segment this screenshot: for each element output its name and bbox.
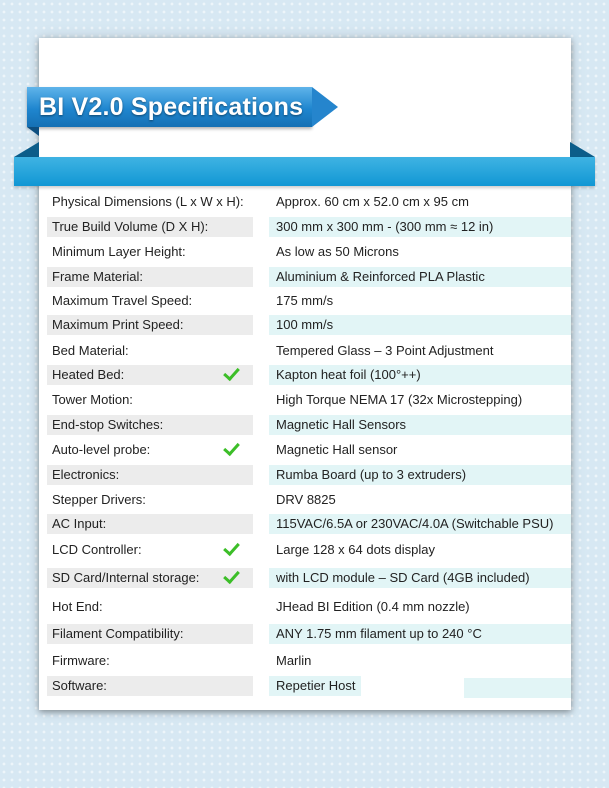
spec-value: Approx. 60 cm x 52.0 cm x 95 cm — [276, 194, 469, 209]
spec-row — [47, 313, 571, 337]
spec-row — [47, 339, 571, 363]
spec-row — [47, 512, 571, 536]
spec-value: DRV 8825 — [276, 492, 336, 507]
spec-row — [47, 413, 571, 437]
spec-value: Rumba Board (up to 3 extruders) — [269, 465, 571, 485]
stripe-fold-right — [570, 142, 595, 157]
spec-label: Tower Motion: — [52, 392, 133, 407]
spec-label: LCD Controller: — [52, 542, 142, 557]
spec-label: True Build Volume (D X H): — [47, 217, 253, 237]
title-banner-fold — [27, 127, 39, 136]
spec-row — [47, 595, 571, 619]
spec-row — [47, 488, 571, 512]
spec-value: JHead BI Edition (0.4 mm nozzle) — [276, 599, 470, 614]
spec-row — [47, 649, 571, 673]
spec-value: Repetier Host — [269, 676, 361, 696]
spec-value: 100 mm/s — [269, 315, 571, 335]
spec-label: Hot End: — [52, 599, 103, 614]
spec-label: Maximum Print Speed: — [47, 315, 253, 335]
spec-label: End-stop Switches: — [47, 415, 253, 435]
spec-value: 175 mm/s — [276, 293, 334, 308]
spec-row — [47, 289, 571, 313]
spec-label: Software: — [47, 676, 253, 696]
spec-label: Frame Material: — [47, 267, 253, 287]
spec-value: with LCD module – SD Card (4GB included) — [269, 568, 571, 588]
spec-row — [47, 566, 571, 590]
spec-label: Firmware: — [52, 653, 110, 668]
spec-row — [47, 538, 571, 562]
spec-value: High Torque NEMA 17 (32x Microstepping) — [276, 392, 523, 407]
spec-value: As low as 50 Microns — [276, 244, 399, 259]
spec-row — [47, 463, 571, 487]
spec-label: Stepper Drivers: — [52, 492, 146, 507]
spec-label: Bed Material: — [52, 343, 129, 358]
spec-row — [47, 190, 571, 214]
spec-label: Physical Dimensions (L x W x H): — [52, 194, 244, 209]
spec-label: Maximum Travel Speed: — [52, 293, 193, 308]
spec-label: Filament Compatibility: — [47, 624, 253, 644]
stripe-fold-left — [14, 142, 39, 157]
spec-row — [47, 265, 571, 289]
spec-label: Heated Bed: — [47, 365, 253, 385]
spec-row — [47, 240, 571, 264]
spec-label: Minimum Layer Height: — [52, 244, 186, 259]
spec-value: 115VAC/6.5A or 230VAC/4.0A (Switchable PSU) — [269, 514, 571, 534]
spec-label: Electronics: — [47, 465, 253, 485]
spec-label: SD Card/Internal storage: — [47, 568, 253, 588]
spec-value: Marlin — [276, 653, 312, 668]
spec-row — [47, 388, 571, 412]
spec-value: ANY 1.75 mm filament up to 240 °C — [269, 624, 571, 644]
spec-row — [47, 622, 571, 646]
spec-row — [47, 674, 571, 698]
spec-label: Auto-level probe: — [52, 442, 151, 457]
spec-value: Aluminium & Reinforced PLA Plastic — [269, 267, 571, 287]
title-banner — [27, 87, 312, 127]
spec-row — [47, 215, 571, 239]
spec-value: Magnetic Hall Sensors — [269, 415, 571, 435]
spec-row — [47, 438, 571, 462]
spec-value: Large 128 x 64 dots display — [276, 542, 435, 557]
spec-value: Magnetic Hall sensor — [276, 442, 398, 457]
spec-value: Tempered Glass – 3 Point Adjustment — [276, 343, 494, 358]
spec-label: AC Input: — [47, 514, 253, 534]
page-title: BI V2.0 Specifications — [39, 93, 304, 121]
spec-value: Kapton heat foil (100°++) — [269, 365, 571, 385]
spec-row — [47, 363, 571, 387]
spec-value: 300 mm x 300 mm - (300 mm ≈ 12 in) — [269, 217, 571, 237]
blue-header-stripe — [14, 157, 595, 186]
